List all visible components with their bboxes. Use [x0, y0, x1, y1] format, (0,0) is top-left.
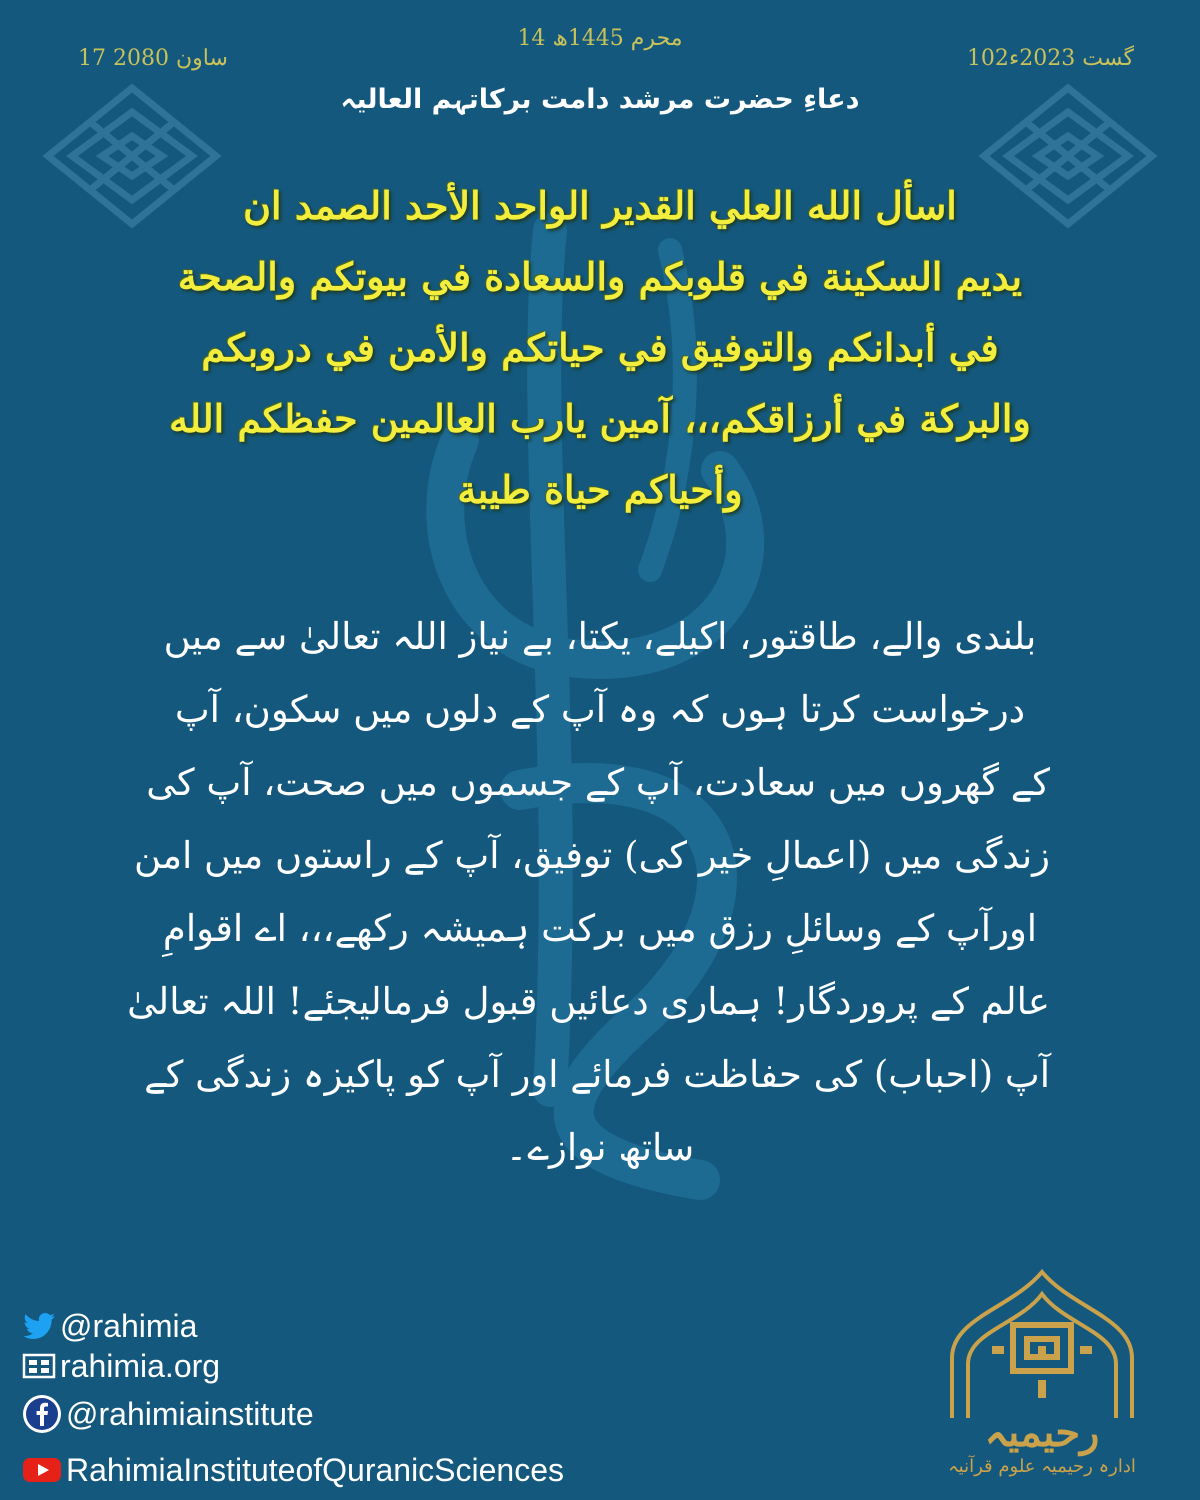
logo-caption	[912, 1452, 1172, 1482]
urdu-translation-text	[127, 600, 1050, 1184]
facebook-handle-text: @rahimiainstitute	[66, 1395, 314, 1432]
logo-caption-text: ادارہ رحیمیہ علوم قرآنیہ	[948, 1456, 1136, 1477]
arabic-line: والبركة في أرزاقكم،،، آمين يارب العالمين حفظكم الله	[169, 396, 1031, 441]
dua-heading: دعاءِ حضرت مرشد دامت برکاتہم العالیہ	[340, 84, 860, 115]
urdu-line: عالم کے پروردگار! ہماری دعائیں قبول فرمالیجئے! اللہ تعالیٰ	[127, 980, 1050, 1023]
urdu-line: درخواست کرتا ہوں کہ وہ آپ کے دلوں میں سکون، آپ	[174, 688, 1026, 731]
urdu-line: آپ (احباب) کی حفاظت فرمائے اور آپ کو پاکیزہ زندگی کے	[144, 1053, 1050, 1096]
bikrami-date: 17 ساون 2080	[78, 46, 228, 71]
urdu-line: کے گھروں میں سعادت، آپ کے جسموں میں صحت، آپ کی	[146, 761, 1050, 804]
twitter-handle[interactable]	[22, 1306, 197, 1346]
twitter-handle-text: @rahimia	[60, 1307, 198, 1344]
arabic-line: في أبدانكم والتوفيق في حياتكم والأمن في دروبكم	[201, 325, 999, 370]
arabic-line: يديم السكينة في قلوبكم والسعادة في بيوتكم والصحة	[177, 254, 1023, 299]
youtube-play-icon	[22, 1456, 62, 1484]
arabic-prayer-text	[110, 170, 1090, 525]
logo-wordmark: رحیمیہ	[984, 1409, 1100, 1456]
urdu-line: بلندی والے، طاقتور، اکیلے، یکتا، بے نیاز اللہ تعالیٰ سے میں	[163, 615, 1037, 658]
urdu-line: زندگی میں (اعمالِ خیر کی) توفیق، آپ کے راستوں میں امن	[134, 834, 1050, 877]
website-link[interactable]	[22, 1346, 220, 1386]
facebook-icon	[22, 1394, 62, 1434]
urdu-line: ساتھ نوازے۔	[505, 1126, 695, 1169]
arabic-line: اسأل الله العلي القدير الواحد الأحد الصمد ان	[243, 183, 957, 228]
website-text: rahimia.org	[60, 1347, 221, 1384]
web-grid-icon	[22, 1353, 56, 1379]
gregorian-date: 102گست 2023ء	[966, 46, 1134, 71]
youtube-channel-text: RahimiaInstituteofQuranicSciences	[66, 1451, 565, 1488]
hijri-date: 14 محرم 1445ھ	[517, 26, 683, 51]
youtube-channel[interactable]	[22, 1450, 564, 1490]
twitter-bird-icon	[22, 1312, 56, 1340]
facebook-handle[interactable]	[22, 1394, 314, 1434]
arabic-line: وأحياكم حياة طيبة	[457, 467, 743, 512]
urdu-line: اورآپ کے وسائلِ رزق میں برکت ہمیشہ رکھے،،، اے اقوامِ	[162, 907, 1038, 950]
